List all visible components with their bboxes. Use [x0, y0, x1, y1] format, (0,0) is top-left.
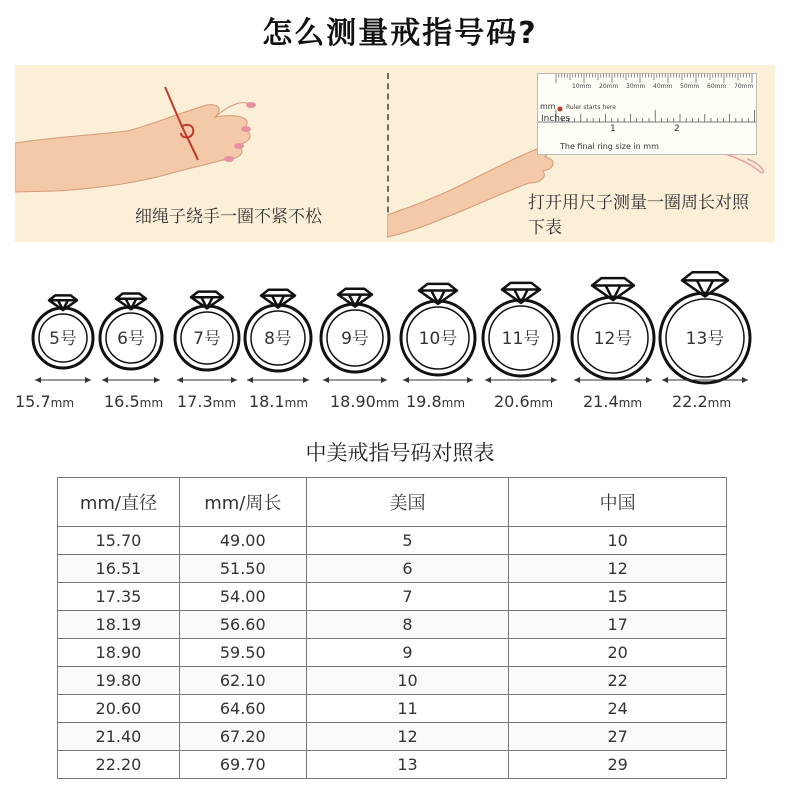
diameter-unit: mm — [50, 396, 75, 410]
cell-us-size: 6 — [306, 555, 509, 583]
ruler — [537, 73, 757, 155]
ring-size-label: 7号 — [193, 329, 221, 349]
cell-us-size: 8 — [306, 611, 509, 639]
diameter-number: 22.2 — [672, 392, 708, 411]
table-title: 中美戒指号码对照表 — [305, 441, 495, 465]
ruler-mm-label: 70mm — [734, 83, 754, 90]
cell-diameter: 21.40 — [58, 723, 180, 751]
cell-cn-size: 24 — [509, 695, 727, 723]
diameter-number: 15.7 — [15, 392, 51, 411]
ring-11号 — [483, 283, 559, 383]
cell-us-size: 10 — [306, 667, 509, 695]
ring-size-chart — [0, 255, 800, 415]
ruler-note: The final ring size in mm — [560, 142, 659, 151]
ring-size-label: 6号 — [117, 329, 145, 349]
table-row — [58, 667, 727, 695]
table-row — [58, 583, 727, 611]
cell-cn-size: 15 — [509, 583, 727, 611]
ruler-mm-label: 60mm — [707, 83, 727, 90]
cell-cn-size: 17 — [509, 611, 727, 639]
ring-size-label: 11号 — [501, 329, 541, 349]
ring-size-label: 9号 — [341, 329, 369, 349]
cell-circumference: 67.20 — [179, 723, 306, 751]
ring-12号 — [572, 278, 654, 383]
cell-us-size: 12 — [306, 723, 509, 751]
diameter-unit: mm — [139, 396, 164, 410]
ring-size-label: 5号 — [49, 329, 77, 349]
diameter-unit: mm — [284, 396, 309, 410]
diamond-icon — [261, 290, 295, 308]
diameter-number: 18.1 — [249, 392, 285, 411]
diameter-number: 21.4 — [583, 392, 619, 411]
diamond-icon — [49, 295, 77, 310]
cell-cn-size: 29 — [509, 751, 727, 779]
ring-diameter-value — [583, 392, 642, 411]
cell-diameter: 22.20 — [58, 751, 180, 779]
cell-circumference: 59.50 — [179, 639, 306, 667]
ring-diameter-value — [672, 392, 731, 411]
cell-diameter: 15.70 — [58, 527, 180, 555]
ring-diameter-value — [177, 392, 236, 411]
table-row — [58, 555, 727, 583]
cell-circumference: 49.00 — [179, 527, 306, 555]
cell-circumference: 69.70 — [179, 751, 306, 779]
ruler-unit-mm: mm — [540, 102, 556, 111]
cell-diameter: 17.35 — [58, 583, 180, 611]
header-circumference: mm/周长 — [179, 478, 306, 527]
cell-us-size: 9 — [306, 639, 509, 667]
cell-cn-size: 12 — [509, 555, 727, 583]
ruler-start-note: Ruler starts here — [566, 104, 616, 111]
table-row — [58, 723, 727, 751]
ring-size-table — [57, 477, 727, 779]
cell-cn-size: 10 — [509, 527, 727, 555]
diameter-unit: mm — [212, 396, 237, 410]
ruler-mm-label: 20mm — [599, 83, 619, 90]
ruler-mm-label: 30mm — [626, 83, 646, 90]
diameter-number: 17.3 — [177, 392, 213, 411]
ring-diameter-value — [249, 392, 308, 411]
diameter-unit: mm — [618, 396, 643, 410]
table-row — [58, 527, 727, 555]
table-row — [58, 611, 727, 639]
cell-us-size: 7 — [306, 583, 509, 611]
page-title: 怎么测量戒指号码? — [262, 16, 538, 51]
ruler-mm-label: 50mm — [680, 83, 700, 90]
ruler-mm-label: 40mm — [653, 83, 673, 90]
cell-cn-size: 27 — [509, 723, 727, 751]
cell-cn-size: 22 — [509, 667, 727, 695]
ring-diameter-value — [104, 392, 163, 411]
cell-cn-size: 20 — [509, 639, 727, 667]
cell-circumference: 51.50 — [179, 555, 306, 583]
cell-circumference: 54.00 — [179, 583, 306, 611]
ring-13号 — [660, 272, 750, 383]
ruler-inch-mark: 2 — [674, 124, 680, 134]
ring-9号 — [321, 289, 389, 383]
right-caption: 打开用尺子测量一圈周长对照下表 — [528, 193, 749, 238]
ring-size-label: 13号 — [685, 329, 725, 349]
diameter-unit: mm — [707, 396, 732, 410]
diameter-unit: mm — [441, 396, 466, 410]
table-row — [58, 751, 727, 779]
ruler-unit-inches: Inches — [541, 114, 571, 124]
measure-guide-banner — [15, 65, 775, 242]
ring-size-label: 10号 — [418, 329, 458, 349]
cell-diameter: 18.19 — [58, 611, 180, 639]
cell-circumference: 56.60 — [179, 611, 306, 639]
header-cn-size: 中国 — [509, 478, 727, 527]
cell-diameter: 19.80 — [58, 667, 180, 695]
ring-size-label: 12号 — [593, 329, 633, 349]
ring-diameter-value — [494, 392, 553, 411]
diameter-number: 16.5 — [104, 392, 140, 411]
table-row — [58, 639, 727, 667]
ring-7号 — [175, 292, 239, 383]
diamond-icon — [116, 294, 146, 310]
ring-5号 — [33, 295, 93, 383]
diameter-number: 20.6 — [494, 392, 530, 411]
table-row — [58, 695, 727, 723]
ring-size-label: 8号 — [264, 329, 292, 349]
cell-diameter: 18.90 — [58, 639, 180, 667]
cell-circumference: 62.10 — [179, 667, 306, 695]
cell-us-size: 13 — [306, 751, 509, 779]
ring-diameter-value — [330, 392, 399, 411]
cell-diameter: 20.60 — [58, 695, 180, 723]
ruler-mm-label: 10mm — [572, 83, 592, 90]
cell-us-size: 11 — [306, 695, 509, 723]
header-us-size: 美国 — [306, 478, 509, 527]
diamond-icon — [191, 292, 223, 309]
diameter-unit: mm — [529, 396, 554, 410]
table-header-row — [58, 478, 727, 527]
cell-us-size: 5 — [306, 527, 509, 555]
diameter-number: 18.90 — [330, 392, 376, 411]
ring-10号 — [401, 284, 475, 383]
ruler-inch-mark: 1 — [610, 124, 616, 134]
cell-diameter: 16.51 — [58, 555, 180, 583]
ring-diameter-value — [406, 392, 465, 411]
header-diameter: mm/直径 — [58, 478, 180, 527]
cell-circumference: 64.60 — [179, 695, 306, 723]
ring-diameter-value — [15, 392, 74, 411]
ring-6号 — [100, 294, 162, 384]
diameter-number: 19.8 — [406, 392, 442, 411]
diameter-unit: mm — [375, 396, 400, 410]
ring-8号 — [245, 290, 311, 383]
left-caption: 细绳子绕手一圈不紧不松 — [135, 207, 322, 227]
diamond-icon — [338, 289, 372, 307]
